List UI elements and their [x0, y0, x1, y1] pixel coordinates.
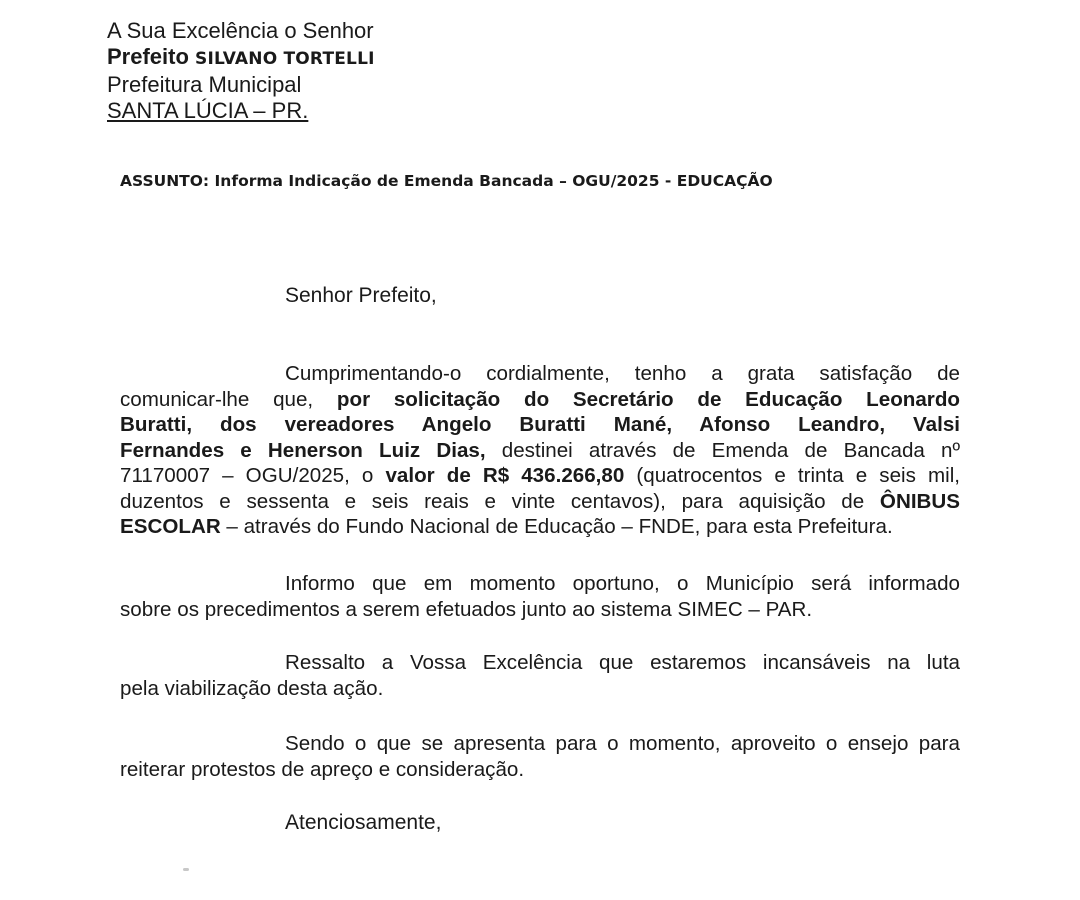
- paragraph-1-bold-text: Fernandes e Henerson Luiz Dias,: [120, 438, 486, 462]
- paragraph-1-bold-text: ÔNIBUS: [879, 489, 961, 513]
- recipient-institution: Prefeitura Municipal: [107, 72, 302, 97]
- greeting: Senhor Prefeito,: [285, 284, 437, 307]
- closing: Atenciosamente,: [285, 811, 442, 834]
- paragraph-2-line-2: sobre os precedimentos a serem efetuados junto ao sistema SIMEC – PAR.: [120, 597, 813, 621]
- paragraph-1-text: 71170007 – OGU/2025, o: [120, 464, 374, 487]
- paragraph-1-text: destinei através de Emenda de Bancada nº: [501, 438, 960, 462]
- subject-line: ASSUNTO: Informa Indicação de Emenda Bancada – OGU/2025 - EDUCAÇÃO: [120, 172, 773, 190]
- recipient-address-block: [107, 18, 375, 124]
- recipient-title: Prefeito: [107, 44, 189, 69]
- paragraph-4-line-1: Sendo o que se apresenta para o momento, aproveito o ensejo para: [285, 732, 960, 755]
- paragraph-3: [120, 650, 960, 701]
- scan-speck: [183, 868, 189, 871]
- paragraph-1-text: comunicar-lhe que,: [120, 387, 314, 411]
- paragraph-1-line-3: Buratti, dos vereadores Angelo Buratti Mané, Afonso Leandro, Valsi: [120, 413, 960, 436]
- paragraph-1-bold-text: ESCOLAR: [120, 515, 221, 538]
- paragraph-1-line-4: [120, 438, 960, 464]
- paragraph-1: [120, 361, 960, 540]
- paragraph-4-line-2: reiterar protestos de apreço e consideração.: [120, 757, 525, 781]
- paragraph-1-bold-text: por solicitação do Secretário de Educação Leonardo: [336, 387, 960, 411]
- paragraph-1-line-2: [120, 387, 960, 413]
- paragraph-2: [120, 571, 960, 622]
- paragraph-3-line-2: pela viabilização desta ação.: [120, 676, 384, 700]
- paragraph-1-line-1: Cumprimentando-o cordialmente, tenho a grata satisfação de: [285, 362, 960, 385]
- paragraph-1-text: duzentos e sessenta e seis reais e vinte centavos), para aquisição de: [120, 489, 865, 513]
- paragraph-1-line-6: [120, 489, 960, 515]
- recipient-salutation: A Sua Excelência o Senhor: [107, 18, 374, 43]
- recipient-name-line: [107, 44, 375, 72]
- recipient-location: SANTA LÚCIA – PR.: [107, 98, 309, 123]
- recipient-name: SILVANO TORTELLI: [195, 49, 375, 69]
- paragraph-3-line-1: Ressalto a Vossa Excelência que estaremos incansáveis na luta: [285, 651, 960, 674]
- paragraph-1-line-5: [120, 463, 960, 489]
- paragraph-1-line-7: [120, 514, 960, 540]
- paragraph-1-text: – através do Fundo Nacional de Educação – FNDE, para esta Prefeitura.: [226, 515, 893, 538]
- paragraph-1-text: (quatrocentos e trinta e seis mil,: [636, 464, 960, 487]
- paragraph-4: [120, 731, 960, 782]
- paragraph-2-line-1: Informo que em momento oportuno, o Município será informado: [285, 572, 960, 595]
- amount-value: valor de R$ 436.266,80: [385, 464, 625, 487]
